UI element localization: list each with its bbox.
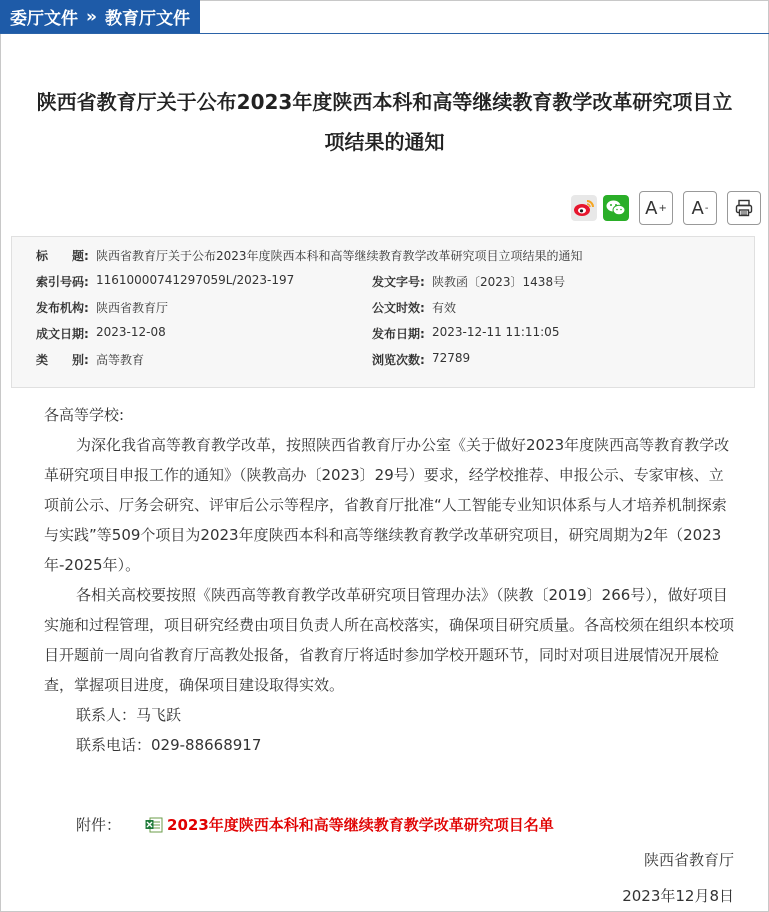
font-increase-sup: + bbox=[658, 202, 667, 214]
meta-row-title bbox=[36, 247, 583, 264]
article-body bbox=[44, 400, 734, 760]
meta-row-validity bbox=[372, 299, 456, 316]
attachment-link[interactable]: 2023年度陕西本科和高等继续教育教学改革研究项目名单 bbox=[167, 816, 554, 834]
print-button[interactable] bbox=[727, 191, 761, 225]
paragraph-2: 各相关高校要按照《陕西高等教育教学改革研究项目管理办法》（陕教〔2019〕266号），做好项目实施和过程管理，项目研究经费由项目负责人所在高校落实，确保项目研究质量。各高校须在组织本校项目开题前一周向省教育厅高教处报备，省教育厅将适时参加学校开题环节，同时对项目进展情况开展检查，掌握项目进度，确保项目建设取得实效。 bbox=[44, 586, 735, 694]
meta-doc-no-label: 发文字号: bbox=[372, 275, 425, 289]
meta-views-label: 浏览次数: bbox=[372, 353, 425, 367]
meta-org-label: 发布机构: bbox=[36, 301, 89, 315]
font-decrease-button[interactable] bbox=[683, 191, 717, 225]
meta-index-label: 索引号码: bbox=[36, 275, 89, 289]
page-title bbox=[0, 82, 769, 162]
meta-row-doc-no bbox=[372, 273, 565, 290]
breadcrumb bbox=[0, 0, 200, 33]
meta-created-label: 成文日期: bbox=[36, 327, 89, 341]
page-title-line2: 项结果的通知 bbox=[324, 130, 445, 154]
contact-phone: 联系电话：029-88668917 bbox=[76, 736, 262, 754]
metadata-panel bbox=[11, 236, 755, 388]
font-increase-label: A bbox=[645, 197, 658, 219]
meta-category-label: 类 别: bbox=[36, 353, 89, 367]
attachment-label: 附件： bbox=[76, 816, 122, 834]
paragraph-1: 为深化我省高等教育教学改革，按照陕西省教育厅办公室《关于做好2023年度陕西高等教育教学改革研究项目申报工作的通知》（陕教高办〔2023〕29号）要求，经学校推荐、申报公示、专家审核、立项前公示、厅务会研究、评审后公示等程序，省教育厅批准“人工智能专业知识体系与人才培养机制探索与实践”等509个项目为2023年度陕西本科和高等继续教育教学改革研究项目，研究周期为2年（2023年-2025年）。 bbox=[44, 436, 730, 574]
meta-row-published bbox=[372, 325, 559, 342]
breadcrumb-item-education-docs[interactable]: 教育厅文件 bbox=[104, 9, 190, 29]
signature bbox=[622, 845, 734, 911]
meta-index-value: 11610000741297059L/2023-197 bbox=[96, 273, 295, 287]
contact-person: 联系人：马飞跃 bbox=[76, 706, 182, 724]
signature-org: 陕西省教育厅 bbox=[643, 851, 734, 869]
excel-file-icon bbox=[145, 817, 163, 833]
printer-icon bbox=[735, 199, 753, 217]
wechat-icon bbox=[605, 198, 627, 218]
meta-created-value: 2023-12-08 bbox=[96, 325, 166, 339]
meta-title-value: 陕西省教育厅关于公布2023年度陕西本科和高等继续教育教学改革研究项目立项结果的通知 bbox=[96, 249, 583, 263]
meta-org-value: 陕西省教育厅 bbox=[96, 301, 169, 315]
meta-category-value: 高等教育 bbox=[96, 353, 145, 367]
meta-published-label: 发布日期: bbox=[372, 327, 425, 341]
meta-row-created bbox=[36, 325, 166, 342]
meta-row-index bbox=[36, 273, 294, 290]
page-title-line1: 陕西省教育厅关于公布2023年度陕西本科和高等继续教育教学改革研究项目立 bbox=[36, 90, 733, 114]
salutation: 各高等学校: bbox=[44, 406, 125, 424]
weibo-icon bbox=[573, 198, 595, 218]
meta-title-label: 标 题: bbox=[36, 249, 89, 263]
font-decrease-sup: - bbox=[704, 202, 709, 214]
font-increase-button[interactable] bbox=[639, 191, 673, 225]
header-divider bbox=[0, 33, 769, 34]
meta-doc-no-value: 陕教函〔2023〕1438号 bbox=[432, 275, 566, 289]
font-decrease-label: A bbox=[691, 197, 704, 219]
breadcrumb-item-committee-docs[interactable]: 委厅文件 bbox=[10, 9, 78, 29]
meta-row-category bbox=[36, 351, 144, 368]
meta-validity-label: 公文时效: bbox=[372, 301, 425, 315]
breadcrumb-separator: » bbox=[86, 6, 97, 27]
attachment bbox=[76, 814, 554, 835]
meta-validity-value: 有效 bbox=[432, 301, 457, 315]
meta-row-org bbox=[36, 299, 168, 316]
meta-views-value: 72789 bbox=[432, 351, 471, 365]
meta-row-views bbox=[372, 351, 470, 368]
meta-published-value: 2023-12-11 11:11:05 bbox=[432, 325, 560, 339]
toolbar bbox=[565, 191, 761, 225]
weibo-share-button[interactable] bbox=[571, 195, 597, 221]
wechat-share-button[interactable] bbox=[603, 195, 629, 221]
signature-date: 2023年12月8日 bbox=[622, 887, 734, 905]
